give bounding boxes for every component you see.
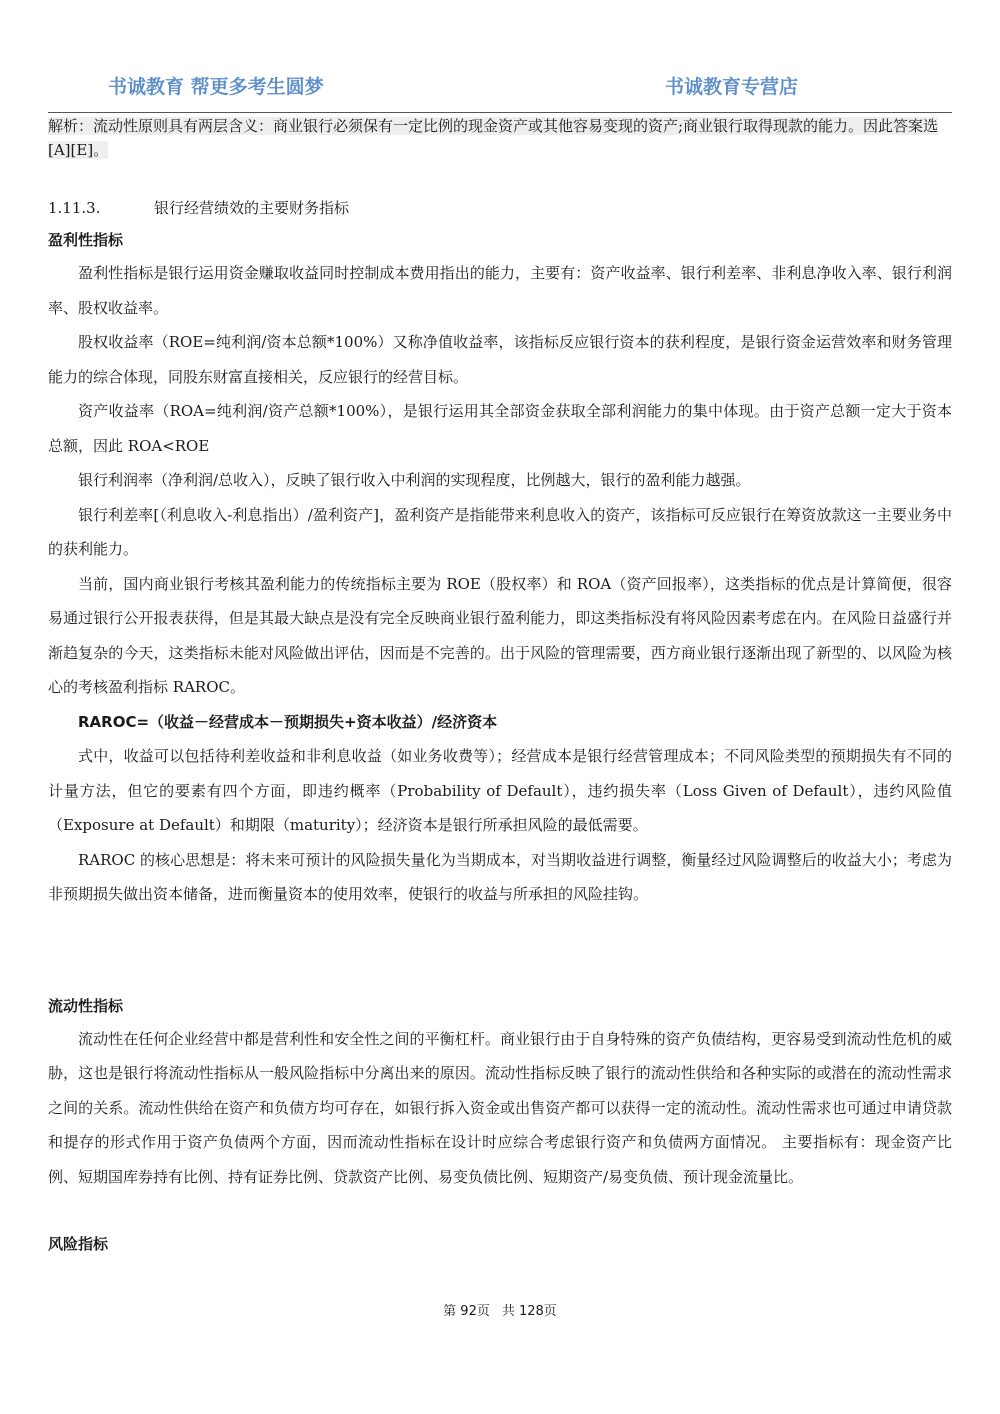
header-right-title: 书诚教育专营店 <box>665 76 799 98</box>
section-title: 银行经营绩效的主要财务指标 <box>154 199 350 217</box>
roe-paragraph: 股权收益率（ROE=纯利润/资本总额*100%）又称净值收益率，该指标反应银行资本的获利程度，是银行资金运营效率和财务管理能力的综合体现，同股东财富直接相关，反应银行的经营目标。 <box>48 333 952 386</box>
page-header <box>48 68 952 113</box>
liquidity-heading: 流动性指标 <box>48 996 124 1015</box>
spacer <box>48 912 952 986</box>
section-heading <box>48 196 952 220</box>
page-footer <box>0 1300 1000 1319</box>
raroc-core-paragraph: RAROC 的核心思想是：将未来可预计的风险损失量化为当期成本，对当期收益进行调整，衡量经过风险调整后的收益大小；考虑为非预期损失做出资本储备，进而衡量资本的使用效率，使银行的收益与所承担的风险挂钩。 <box>48 850 952 903</box>
analysis-text <box>48 114 952 162</box>
profit-paragraph: 盈利性指标是银行运用资金赚取收益同时控制成本费用指出的能力，主要有：资产收益率、银行利差率、非利息净收入率、银行利润率、股权收益率。 <box>48 264 952 317</box>
spacer <box>48 1194 952 1224</box>
raroc-intro-paragraph: 当前，国内商业银行考核其盈利能力的传统指标主要为 ROE（股权率）和 ROA（资产回报率），这类指标的优点是计算简便，很容易通过银行公开报表获得，但是其最大缺点是没有完全反映商业银行盈利能力，即这类指标没有将风险因素考虑在内。在风险日益盛行并渐趋复杂的今天，这类指标未能对风险做出评估，因而是不完善的。出于风险的管理需要，西方商业银行逐渐出现了新型的、以风险为核心的考核盈利指标 RAROC。 <box>48 574 952 696</box>
page-number: 第 92页 <box>443 1304 490 1319</box>
liquidity-paragraph: 流动性在任何企业经营中都是营利性和安全性之间的平衡杠杆。商业银行由于自身特殊的资产负债结构，更容易受到流动性危机的威胁，这也是银行将流动性指标从一般风险指标中分离出来的原因。流动性指标反映了银行的流动性供给和各种实际的或潜在的流动性需求之间的关系。流动性供给在资产和负债方均可存在，如银行拆入资金或出售资产都可以获得一定的流动性。流动性需求也可通过申请贷款和提存的形式作用于资产负债两个方面，因而流动性指标在设计时应综合考虑银行资产和负债两方面情况。 主要指标有：现金资产比例、短期国库券持有比例、持有证券比例、贷款资产比例、易变负债比例、短期资产/易变负债、预计现金流量比。 <box>48 1029 952 1186</box>
roa-paragraph: 资产收益率（ROA=纯利润/资产总额*100%），是银行运用其全部资金获取全部利润能力的集中体现。由于资产总额一定大于资本总额，因此 ROA<ROE <box>48 402 952 455</box>
raroc-formula: RAROC=（收益－经营成本－预期损失+资本收益）/经济资本 <box>78 712 498 731</box>
header-left-title: 书诚教育 帮更多考生圆梦 <box>108 76 324 98</box>
risk-heading: 风险指标 <box>48 1235 109 1253</box>
analysis-highlight: 解析：流动性原则具有两层含义：商业银行必须保有一定比例的现金资产或其他容易变现的资产;商业银行取得现款的能力。因此答案选[A][E]。 <box>48 117 939 159</box>
page-content <box>48 114 952 1260</box>
page-total: 共 128页 <box>501 1304 557 1319</box>
spread-paragraph: 银行利差率[（利息收入-利息指出）/盈利资产]，盈利资产是指能带来利息收入的资产，该指标可反应银行在筹资放款这一主要业务中的获利能力。 <box>48 505 952 558</box>
formula-explanation-paragraph: 式中，收益可以包括待利差收益和非利息收益（如业务收费等）；经营成本是银行经营管理成本；不同风险类型的预期损失有不同的计量方法，但它的要素有四个方面，即违约概率（Probability of Default），违约损失率（Loss Given of Default），违约风险值（Exposure at Default）和期限（maturity）；经济资本是银行所承担风险的最低需要。 <box>48 747 952 834</box>
profit-heading: 盈利性指标 <box>48 231 124 249</box>
profit-margin-paragraph: 银行利润率（净利润/总收入），反映了银行收入中利润的实现程度，比例越大，银行的盈利能力越强。 <box>78 471 751 489</box>
section-number: 1.11.3. <box>48 199 101 217</box>
